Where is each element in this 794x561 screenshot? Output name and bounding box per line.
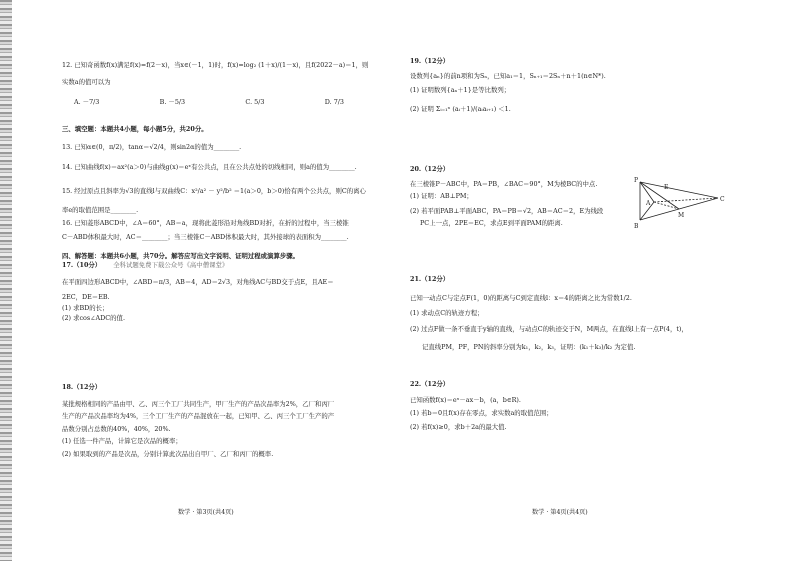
question-13: 13. 已知α∈(0，π/2)，tanα＝√2/4，则sin2α的值为________. (62, 143, 242, 152)
question-16 (62, 218, 384, 242)
tetrahedron-figure (634, 176, 726, 230)
q16-line1: 16. 已知菱形ABCD中，∠A＝60°，AB＝a，现将此菱形沿对角线BD对折，在折的过程中，当三棱锥 (62, 219, 349, 227)
q18-sub2: (2) 如果取到的产品是次品，分别计算此次品出自甲厂、乙厂和丙厂的概率. (62, 449, 274, 458)
q17-watermark: 全科试题免费下载公众号《高中僧课堂》 (113, 261, 229, 269)
question-21 (410, 274, 752, 353)
q21-line1: 已知一动点C与定点F(1，0)的距离与C到定直线l：x＝4的距离之比为常数1/2. (410, 293, 632, 302)
q19-sub2: (2) 证明 Σᵢ₌₁ⁿ (aᵢ＋1)/(aᵢaᵢ₊₁) ＜1. (410, 104, 511, 113)
q18-sub1: (1) 任选一件产品，计算它是次品的概率； (62, 437, 182, 445)
question-15 (62, 186, 384, 215)
q17-head: 17.（10分） (62, 261, 102, 269)
q22-head: 22.（12分） (410, 380, 450, 388)
q21-sub2a: (2) 过点F做一条不垂直于y轴的直线，与动点C的轨迹交于N，M两点，在直线l上有一点P(4，t)， (410, 324, 688, 333)
label-c: C (720, 196, 725, 203)
q19-head: 19.（12分） (410, 57, 450, 65)
question-14: 14. 已知曲线f(x)＝ax²(a＞0)与曲线g(x)＝eˣ有公共点，且在公共点处的切线相同，则a的值为________. (62, 163, 357, 172)
q21-sub1: (1) 求动点C的轨迹方程； (410, 309, 484, 317)
q15-line2: 率e的取值范围是________. (62, 205, 139, 214)
q16-line2: C－ABD体积最大时，AC＝________；当三棱锥C－ABD体积最大时，其外接球的表面积为________. (62, 232, 349, 241)
q22-line1: 已知函数f(x)＝eˣ－ax－b，(a，b∈R). (410, 395, 521, 404)
label-e: E (664, 184, 669, 191)
q21-sub2b: 记直线PM，PF，PN的斜率分别为k₁，k₂，k₃，证明：(k₁＋k₃)/k₂ 为定值. (422, 343, 636, 351)
q12-option-c: C. 5/3 (245, 98, 265, 106)
edge-am (654, 202, 679, 209)
label-b: B (634, 223, 639, 230)
label-a: A (646, 200, 651, 207)
question-22 (410, 379, 752, 432)
q20-sub1: (1) 证明：AB⊥PM； (410, 192, 473, 200)
q20-head: 20.（12分） (410, 165, 450, 173)
q12-line1: 12. 已知奇函数f(x)满足f(x)=f(2－x)，当x∈(－1，1)时，f(x)=log₂ (1＋x)/(1－x)，且f(2022－a)＝1，则 (62, 61, 369, 69)
question-19 (410, 56, 752, 114)
q18-line1: 某批规格相同的产品由甲、乙、丙三个工厂共同生产，甲厂生产的产品次品率为2%，乙厂和丙厂 (62, 399, 335, 408)
q17-line1: 在平面四边形ABCD中，∠ABD＝π/3，AB＝4，AD＝2√3，对角线AC与BD交于点E，且AE＝ (62, 277, 334, 286)
q12-line2: 实数a的值可以为 (62, 77, 111, 86)
footer-page-4: 数学 · 第4页(共4页) (532, 509, 588, 516)
q18-head: 18.（12分） (62, 383, 102, 391)
q18-line3: 品数分别占总数的40%，40%，20%. (62, 424, 171, 433)
scanned-page-edge (0, 0, 12, 561)
q20-sub2a: (2) 若平面PAB⊥平面ABC，PA＝PB＝√2，AB＝AC＝2，E为线段 (410, 206, 604, 215)
q20-line1: 在三棱锥P－ABC中，PA＝PB，∠BAC＝90°，M为棱BC的中点. (410, 179, 598, 188)
question-17 (62, 260, 384, 324)
label-m: M (678, 212, 685, 219)
q12-option-b: B. －5/3 (159, 98, 186, 106)
q20-sub2b: PC上一点，2PE＝EC，求点E到平面PAM的距离. (420, 219, 563, 227)
q17-line2: 2EC，DE＝EB. (62, 293, 110, 301)
q17-sub1: (1) 求BD的长； (62, 303, 109, 312)
q19-line1: 设数列{aₙ}的前n项和为Sₙ，已知a₁＝1，Sₙ₊₁＝2Sₙ＋n＋1(n∈N*). (410, 71, 606, 80)
question-18 (62, 382, 384, 459)
footer-page-3: 数学 · 第3页(共4页) (178, 509, 234, 516)
q22-sub2: (2) 若f(x)≥0，求b＋2a的最大值. (410, 422, 507, 431)
q17-sub2: (2) 求cos∠ADC的值. (62, 314, 125, 322)
q12-option-d: D. 7/3 (324, 98, 344, 106)
question-12 (62, 60, 384, 108)
section-4-heading: 四、解答题：本题共6小题，共70分。解答应写出文字说明、证明过程或演算步骤。 (62, 252, 300, 261)
section-3-heading: 三、填空题：本题共4小题，每小题5分，共20分。 (62, 125, 208, 134)
q19-sub1: (1) 证明数列{aₙ＋1}是等比数列； (410, 86, 511, 94)
q21-head: 21.（12分） (410, 275, 450, 283)
q12-options (74, 97, 344, 108)
q12-option-a: A. －7/3 (74, 98, 100, 106)
label-p: P (634, 177, 639, 184)
edge-pa (640, 182, 654, 202)
q15-line1: 15. 经过原点且斜率为√3的直线l与双曲线C：x²/a² － y²/b² ＝1(a＞0，b＞0)恰有两个公共点，则C的离心 (62, 187, 366, 195)
q22-sub1: (1) 若b＝0且f(x)存在零点，求实数a的取值范围； (410, 409, 553, 417)
q18-line2: 生产的产品次品率均为4%，三个工厂生产的产品混放在一起，已知甲、乙、丙三个工厂生产的产 (62, 412, 335, 420)
